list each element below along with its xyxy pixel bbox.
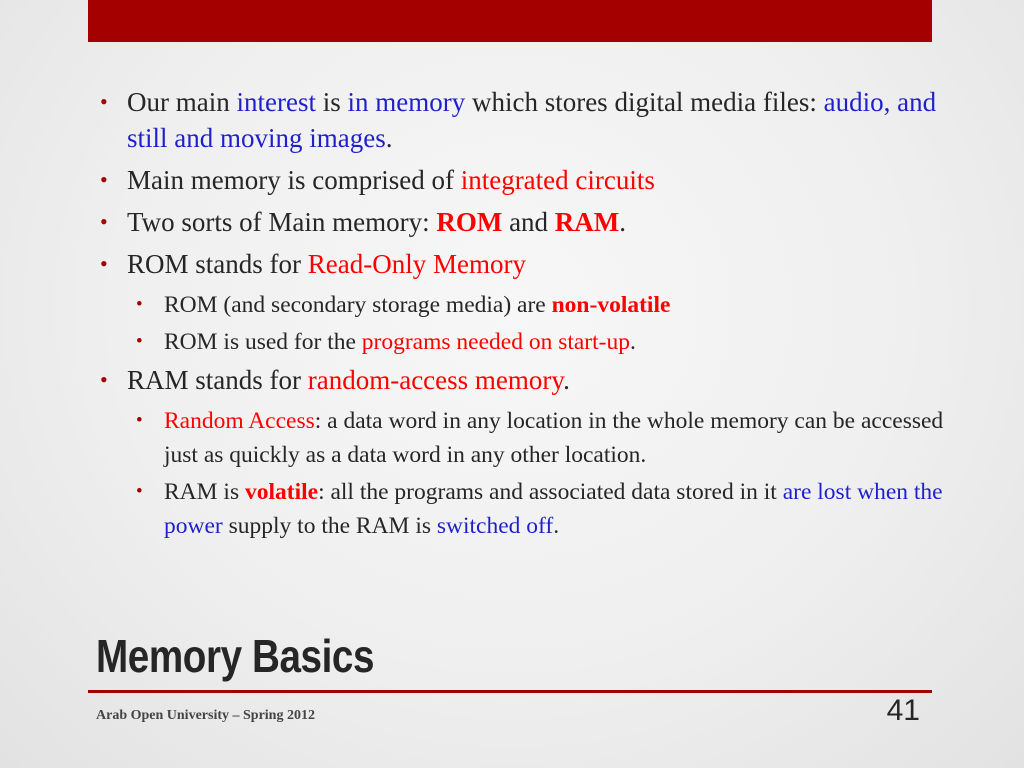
sub-bullet-rom-start-up — [135, 325, 958, 359]
highlight-text: integrated circuits — [460, 165, 655, 195]
bullet-text: RAM is — [164, 479, 245, 505]
bullet-marker: • — [136, 331, 143, 352]
bullet-rom-definition — [98, 246, 958, 282]
title-underline — [88, 690, 932, 693]
bullet-text: RAM stands for — [127, 365, 308, 395]
bullet-marker: • — [136, 294, 143, 315]
highlight-text: are lost when the power — [164, 479, 943, 539]
slide-body — [98, 84, 958, 546]
bullet-text: ROM (and secondary storage media) are — [164, 292, 552, 318]
highlight-text: in memory — [347, 87, 466, 117]
bullet-text: : a data word in any location in the whole memory can be accessed just as quickly as a data word in any other location. — [164, 408, 944, 468]
bullet-text: which stores digital media files: — [465, 87, 824, 117]
bullet-text: Our main — [127, 87, 237, 117]
bullet-text: Two sorts of Main memory: — [127, 207, 437, 237]
bullet-text: ROM is used for the — [164, 329, 362, 355]
footer-text: Arab Open University – Spring 2012 — [96, 708, 315, 723]
bullet-marker: • — [100, 167, 108, 192]
bullet-marker: • — [100, 209, 108, 234]
bullet-marker: • — [136, 410, 143, 431]
highlight-text: interest — [236, 87, 316, 117]
bullet-text: is — [315, 87, 348, 117]
bullet-text: supply to the RAM is — [222, 513, 437, 539]
page-number: 41 — [886, 694, 920, 727]
slide-title: Memory Basics — [96, 630, 375, 682]
highlight-text: switched off — [436, 513, 554, 539]
bullet-marker: • — [100, 89, 108, 114]
bullet-text: and — [502, 207, 555, 237]
highlight-text: Random Access — [164, 408, 315, 434]
highlight-text: Read-Only Memory — [307, 249, 526, 279]
top-accent-bar — [88, 0, 932, 42]
sub-bullet-random-access — [135, 404, 958, 472]
sub-bullet-ram-volatile — [135, 475, 958, 543]
bullet-memory-interest — [98, 84, 958, 156]
highlight-text: volatile — [244, 479, 319, 505]
highlight-text: random-access memory — [307, 365, 564, 395]
bullet-text: . — [385, 123, 393, 153]
bullet-text: . — [563, 365, 570, 395]
bullet-marker: • — [100, 367, 108, 392]
bullet-ram-definition — [98, 362, 958, 398]
bullet-integrated-circuits — [98, 162, 958, 198]
bullet-text: . — [619, 207, 627, 237]
highlight-text: RAM — [554, 207, 620, 237]
highlight-text: ROM — [436, 207, 503, 237]
bullet-text: : all the programs and associated data stored in it — [318, 479, 783, 505]
bullet-marker: • — [100, 251, 108, 276]
bullet-marker: • — [136, 481, 143, 502]
highlight-text: audio, and still and moving images — [127, 87, 937, 153]
highlight-text: non-volatile — [551, 292, 671, 318]
bullet-two-sorts — [98, 204, 958, 240]
bullet-text: Main memory is comprised of — [127, 165, 461, 195]
sub-bullet-rom-non-volatile — [135, 288, 958, 322]
bullet-text: ROM stands for — [127, 249, 308, 279]
highlight-text: programs needed on start-up — [361, 329, 630, 355]
bullet-text: . — [630, 329, 636, 355]
bullet-text: . — [553, 513, 560, 539]
